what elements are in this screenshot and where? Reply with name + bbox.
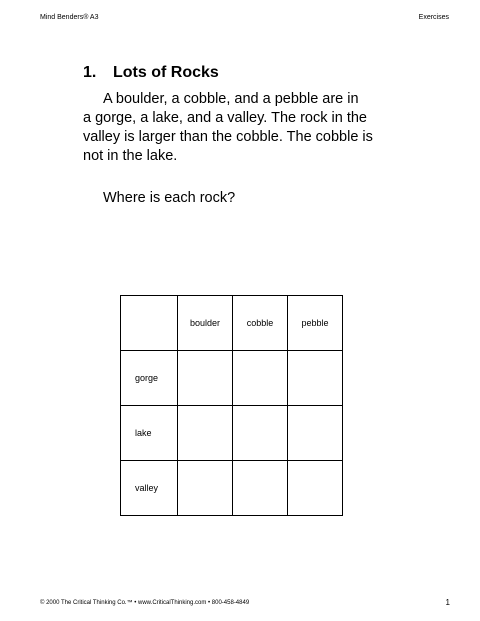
grid-column-header: cobble	[233, 296, 288, 351]
grid-header-row	[121, 296, 343, 351]
grid-row-header: gorge	[121, 351, 178, 406]
grid-cell[interactable]	[233, 461, 288, 516]
grid-cell[interactable]	[233, 406, 288, 461]
grid-corner-cell	[121, 296, 178, 351]
question-text: Where is each rock?	[103, 190, 236, 206]
page-number: 1	[445, 598, 450, 607]
grid-cell[interactable]	[288, 406, 343, 461]
exercise-paragraph	[83, 90, 423, 166]
grid-cell[interactable]	[178, 461, 233, 516]
grid-cell[interactable]	[233, 351, 288, 406]
grid-row	[121, 406, 343, 461]
paragraph-line: a gorge, a lake, and a valley. The rock in the	[83, 110, 367, 126]
exercise-title-text: Lots of Rocks	[113, 64, 219, 81]
header-section: Exercises	[418, 14, 449, 21]
grid-cell[interactable]	[288, 351, 343, 406]
grid-row-header: valley	[121, 461, 178, 516]
grid-column-header: boulder	[178, 296, 233, 351]
header-book-title: Mind Benders® A3	[40, 14, 99, 21]
paragraph-line: not in the lake.	[83, 148, 178, 164]
grid-cell[interactable]	[288, 461, 343, 516]
grid-cell[interactable]	[178, 351, 233, 406]
exercise-number: 1.	[83, 64, 97, 81]
footer-copyright: © 2000 The Critical Thinking Co.™ • www.CriticalThinking.com • 800-458-4849	[40, 600, 250, 606]
paragraph-line: A boulder, a cobble, and a pebble are in	[103, 91, 359, 107]
paragraph-line: valley is larger than the cobble. The cobble is	[83, 129, 373, 145]
grid-column-header: pebble	[288, 296, 343, 351]
logic-grid	[120, 295, 343, 516]
grid-row	[121, 351, 343, 406]
grid-row-header: lake	[121, 406, 178, 461]
grid-cell[interactable]	[178, 406, 233, 461]
exercise-title	[83, 63, 219, 83]
grid-row	[121, 461, 343, 516]
